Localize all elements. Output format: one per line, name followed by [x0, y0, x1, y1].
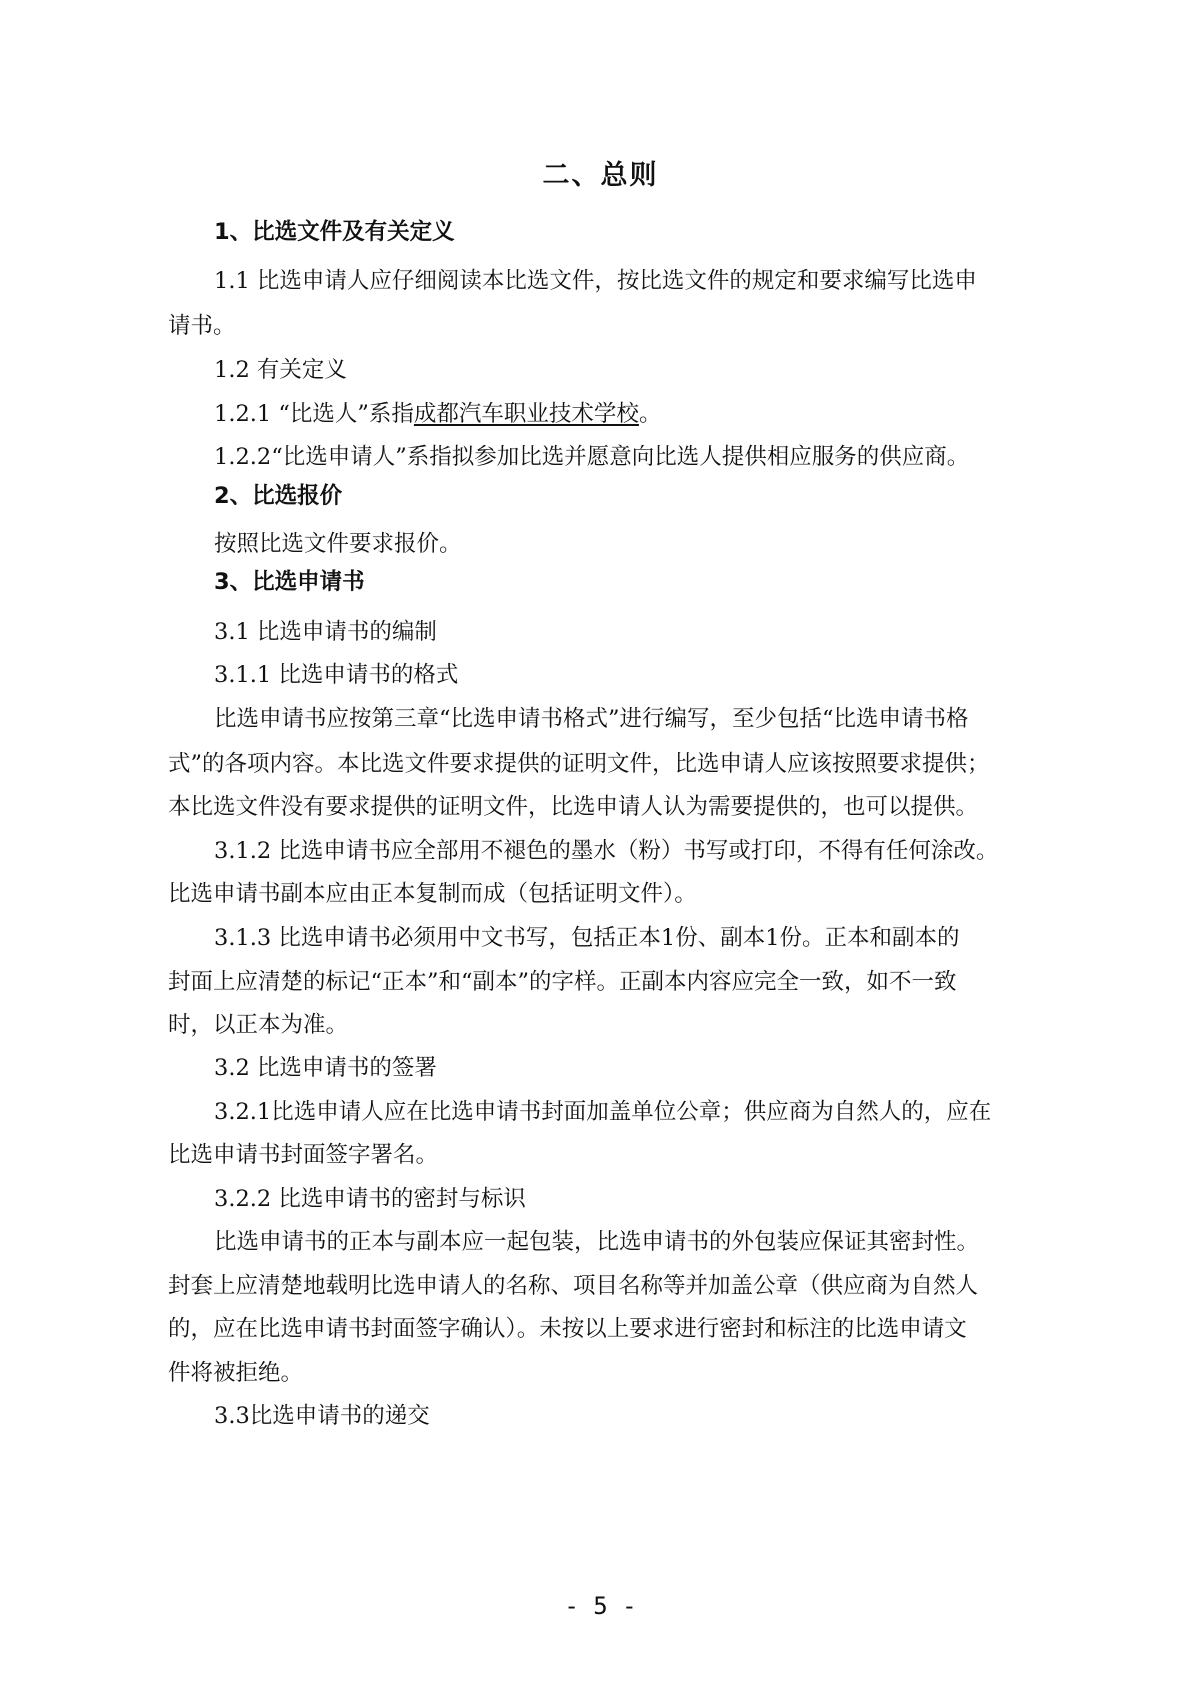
paragraph-line: 封面上应清楚的标记“正本”和“副本”的字样。正副本内容应完全一致，如不一致 — [168, 969, 957, 995]
paragraph-line — [214, 398, 661, 430]
paragraph-line: 封套上应清楚地载明比选申请人的名称、项目名称等并加盖公章（供应商为自然人 — [168, 1273, 979, 1299]
definition-text: 1.2.1 “比选人”系指 — [214, 401, 414, 427]
paragraph-line: 3.1.3 比选申请书必须用中文书写，包括正本1份、副本1份。正本和副本的 — [214, 925, 960, 951]
paragraph-line: 件将被拒绝。 — [168, 1360, 304, 1386]
section-heading-1: 1、比选文件及有关定义 — [214, 219, 455, 245]
page-number: - 5 - — [564, 1592, 637, 1620]
paragraph-line: 比选申请书应按第三章“比选申请书格式”进行编写，至少包括“比选申请书格 — [214, 706, 969, 732]
paragraph-line: 3.2.2 比选申请书的密封与标识 — [214, 1186, 526, 1212]
paragraph-line: 时，以正本为准。 — [168, 1012, 349, 1038]
paragraph-line: 1.2 有关定义 — [214, 357, 347, 383]
section-heading-2: 2、比选报价 — [214, 483, 343, 509]
paragraph-line: 3.2.1比选申请人应在比选申请书封面加盖单位公章；供应商为自然人的，应在 — [214, 1099, 992, 1125]
school-name: 成都汽车职业技术学校 — [413, 401, 639, 427]
paragraph-line: 3.2 比选申请书的签署 — [214, 1055, 437, 1081]
paragraph-line: 3.1 比选申请书的编制 — [214, 619, 437, 645]
paragraph-line: 比选申请书的正本与副本应一起包装，比选申请书的外包装应保证其密封性。 — [214, 1229, 980, 1255]
paragraph-line: 本比选文件没有要求提供的证明文件，比选申请人认为需要提供的，也可以提供。 — [168, 794, 979, 820]
section-heading-3: 3、比选申请书 — [214, 569, 365, 595]
paragraph-line: 3.1.1 比选申请书的格式 — [214, 662, 459, 688]
paragraph-line: 1.1 比选申请人应仔细阅读本比选文件，按比选文件的规定和要求编写比选申 — [214, 268, 977, 294]
definition-end: 。 — [638, 401, 662, 427]
paragraph-line: 式”的各项内容。本比选文件要求提供的证明文件，比选申请人应该按照要求提供； — [168, 751, 990, 777]
paragraph-line: 的，应在比选申请书封面签字确认）。未按以上要求进行密封和标注的比选申请文 — [168, 1316, 967, 1342]
paragraph-line: 请书。 — [168, 313, 236, 339]
paragraph-line: 比选申请书副本应由正本复制而成（包括证明文件）。 — [168, 881, 697, 907]
page-title: 二、总则 — [542, 160, 659, 191]
paragraph-line: 3.3比选申请书的递交 — [214, 1403, 430, 1429]
paragraph-line: 按照比选文件要求报价。 — [214, 531, 462, 557]
paragraph-line: 比选申请书封面签字署名。 — [168, 1142, 439, 1168]
paragraph-line: 1.2.2“比选申请人”系指拟参加比选并愿意向比选人提供相应服务的供应商。 — [214, 444, 970, 470]
paragraph-line: 3.1.2 比选申请书应全部用不褪色的墨水（粉）书写或打印，不得有任何涂改。 — [214, 838, 999, 864]
